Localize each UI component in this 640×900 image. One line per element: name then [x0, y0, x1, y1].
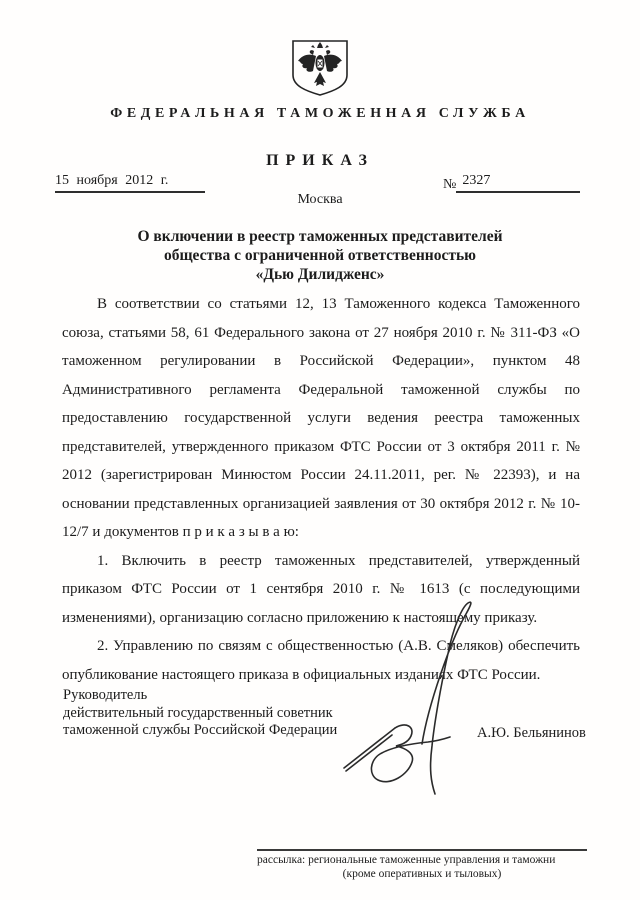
order-number: 2327 — [456, 173, 580, 193]
signer-position — [63, 687, 337, 740]
preamble-paragraph: В соответствии со статьями 12, 13 Таможенного кодекса Таможенного союза, статьями 58, 61 Федерального закона от 27 ноября 2010 г. № 311-ФЗ «О таможенном регулировании в Российской Федерации», пунктом 48 Административного регламента Федеральной таможенной службы по предоставлению государственной услуги ведения реестра таможенных представителей, утвержденного приказом ФТС России от 3 октября 2011 г. № 2012 (зарегистрирован Минюстом России 24.11.2011, рег. № 22393), и на основании представленных организацией заявления от 30 октября 2012 г. № 10-12/7 и документов п р и к а з ы в а ю: — [62, 296, 580, 540]
order-body — [62, 290, 580, 689]
signer-position-line: Руководитель — [63, 687, 148, 703]
order-title-line: «Дью Дилидженс» — [255, 266, 385, 283]
order-item-1: 1. Включить в реестр таможенных представителей, утвержденный приказом ФТС России от 1 сентября 2010 г. № 1613 (с последующими изменениями), организацию согласно приложению к настоящему приказу. — [62, 552, 580, 626]
signer-position-line: действительный государственный советник — [63, 704, 333, 721]
city-label: Москва — [297, 192, 343, 207]
order-title-line: общества с ограниченной ответственностью — [163, 247, 477, 264]
order-title-line: О включении в реестр таможенных представителей — [137, 228, 503, 245]
distribution-line: (кроме оперативных и тыловых) — [342, 868, 502, 880]
order-item-2: 2. Управлению по связям с общественностью (А.В. Смеляков) обеспечить опубликование настоящего приказа в официальных изданиях ФТС России. — [62, 638, 580, 683]
russian-coat-of-arms-icon — [289, 39, 351, 97]
handwritten-signature — [332, 594, 492, 799]
order-number-block — [443, 173, 580, 193]
agency-name: ФЕДЕРАЛЬНАЯ ТАМОЖЕННАЯ СЛУЖБА — [110, 106, 530, 121]
distribution-line: рассылка: региональные таможенные управления и таможни — [257, 854, 556, 866]
order-title — [70, 227, 570, 284]
order-date: 15 ноября 2012 г. — [55, 173, 205, 193]
document-type-heading: ПРИКАЗ — [266, 152, 374, 169]
number-label: № — [443, 177, 457, 192]
signer-position-line: таможенной службы Российской Федерации — [63, 722, 338, 738]
signer-name: А.Ю. Бельянинов — [477, 725, 586, 741]
distribution-note — [257, 849, 587, 881]
